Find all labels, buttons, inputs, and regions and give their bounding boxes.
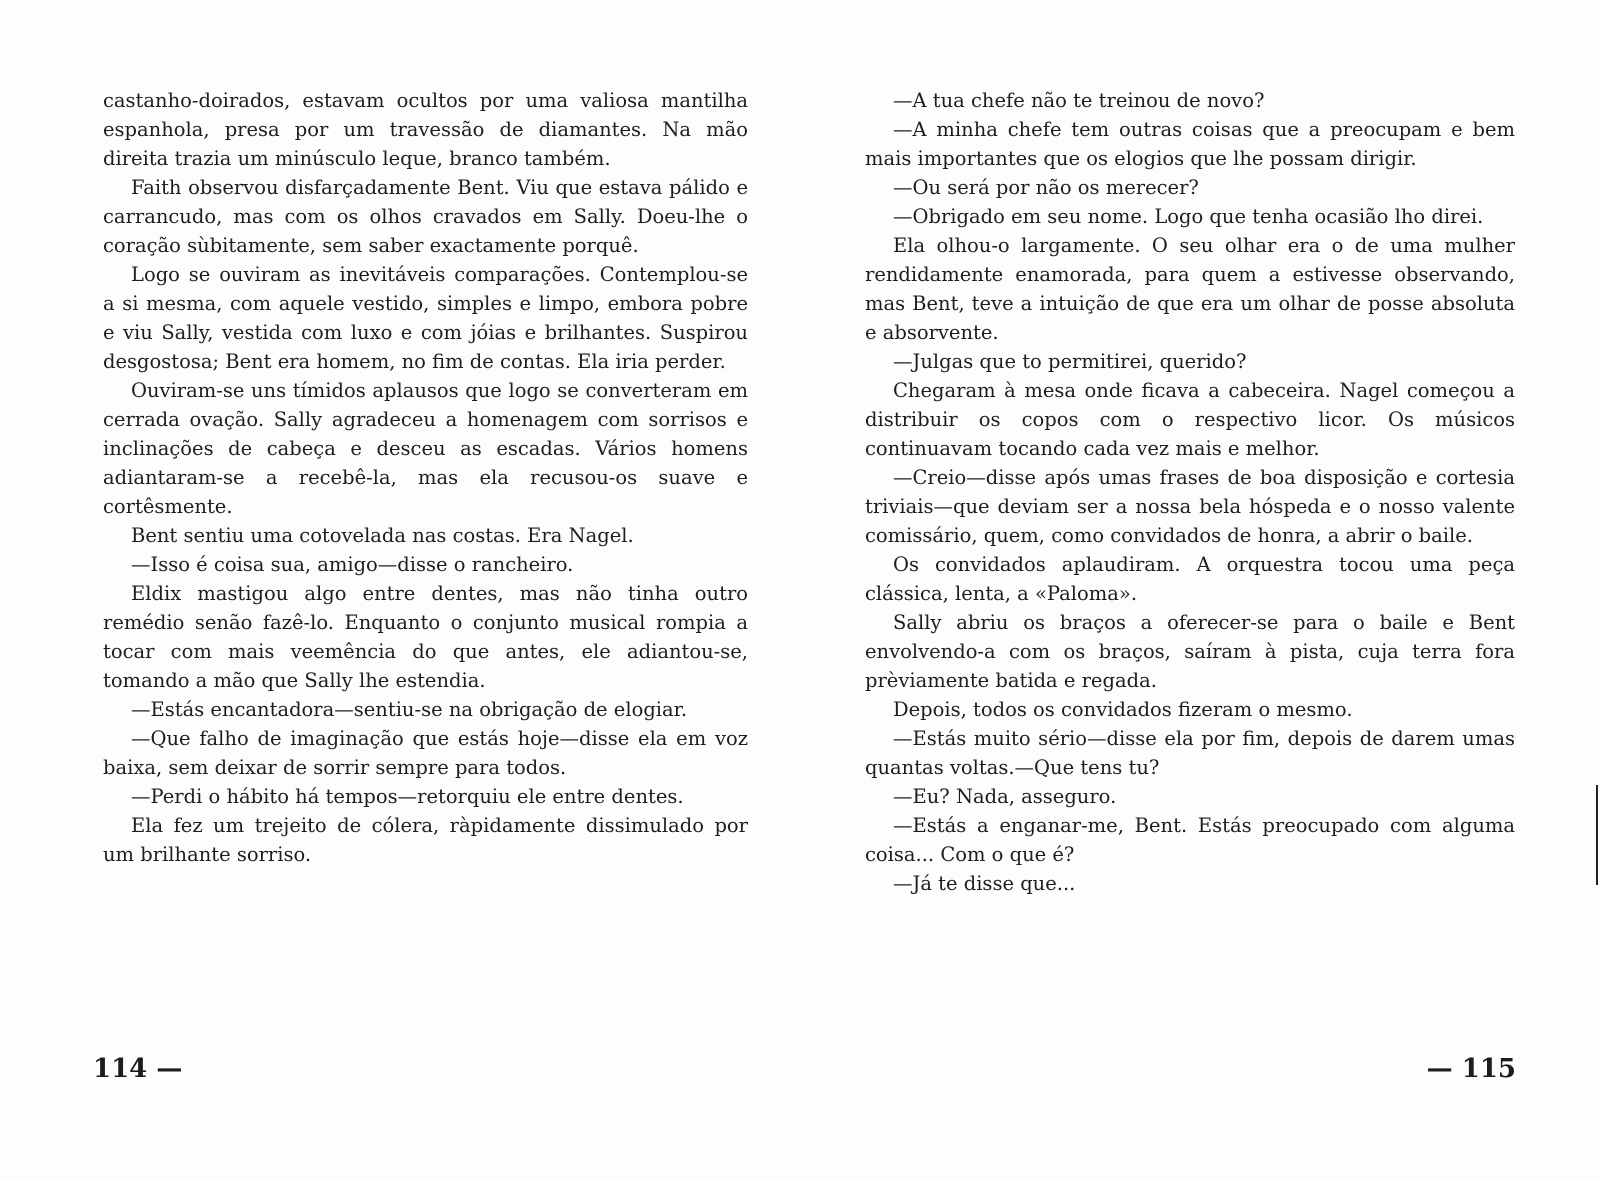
paragraph: Eldix mastigou algo entre dentes, mas não tinha outro remédio senão fazê-lo. Enquanto o conjunto musical rompia a tocar com mais veemência do que antes, ele adiantou-se, tomando a mão que Sally lhe estendia.: [103, 582, 748, 692]
paragraph: —Estás muito sério—disse ela por fim, depois de darem umas quantas voltas.—Que tens tu?: [865, 727, 1515, 779]
paragraph: —Que falho de imaginação que estás hoje—disse ela em voz baixa, sem deixar de sorrir sempre para todos.: [103, 727, 748, 779]
paragraph: Chegaram à mesa onde ficava a cabeceira. Nagel começou a distribuir os copos com o respectivo licor. Os músicos continuavam tocando cada vez mais e melhor.: [865, 379, 1515, 460]
paragraph: castanho-doirados, estavam ocultos por uma valiosa mantilha espanhola, presa por um travessão de diamantes. Na mão direita trazia um minúsculo leque, branco também.: [103, 89, 748, 170]
page-edge-shadow: [1596, 785, 1598, 885]
paragraph: Sally abriu os braços a oferecer-se para o baile e Bent envolvendo-a com os braços, saíram à pista, cuja terra fora prèviamente batida e regada.: [865, 611, 1515, 692]
paragraph: Ela fez um trejeito de cólera, ràpidamente dissimulado por um brilhante sorriso.: [103, 814, 748, 866]
paragraph: —A tua chefe não te treinou de novo?: [893, 89, 1265, 112]
paragraph: —Estás encantadora—sentiu-se na obrigação de elogiar.: [131, 698, 688, 721]
paragraph: —Ou será por não os merecer?: [893, 176, 1199, 199]
paragraph: —Estás a enganar-me, Bent. Estás preocupado com alguma coisa... Com o que é?: [865, 814, 1515, 866]
paragraph: —Eu? Nada, asseguro.: [893, 785, 1117, 808]
paragraph: Logo se ouviram as inevitáveis comparações. Contemplou-se a si mesma, com aquele vestido, simples e limpo, embora pobre e viu Sally, vestida com luxo e com jóias e brilhantes. Suspirou desgostosa; Bent era homem, no fim de contas. Ela iria perder.: [103, 263, 748, 373]
paragraph: Depois, todos os convidados fizeram o mesmo.: [893, 698, 1353, 721]
paragraph: —Obrigado em seu nome. Logo que tenha ocasião lho direi.: [893, 205, 1484, 228]
paragraph: Faith observou disfarçadamente Bent. Viu que estava pálido e carrancudo, mas com os olhos cravados em Sally. Doeu-lhe o coração sùbitamente, sem saber exactamente porquê.: [103, 176, 748, 257]
paragraph: —Já te disse que...: [893, 872, 1076, 895]
paragraph: Ela olhou-o largamente. O seu olhar era o de uma mulher rendidamente enamorada, para quem a estivesse observando, mas Bent, teve a intuição de que era um olhar de posse absoluta e absorvente.: [865, 234, 1515, 344]
paragraph: —Creio—disse após umas frases de boa disposição e cortesia triviais—que deviam ser a nossa bela hóspeda e o nosso valente comissário, quem, como convidados de honra, a abrir o baile.: [865, 466, 1515, 547]
paragraph: —Isso é coisa sua, amigo—disse o rancheiro.: [131, 553, 574, 576]
paragraph: Ouviram-se uns tímidos aplausos que logo se converteram em cerrada ovação. Sally agradeceu a homenagem com sorrisos e inclinações de cabeça e desceu as escadas. Vários homens adiantaram-se a recebê-la, mas ela recusou-os suave e cortêsmente.: [103, 379, 748, 518]
page-number-left: 114 —: [93, 1054, 183, 1084]
paragraph: —A minha chefe tem outras coisas que a preocupam e bem mais importantes que os elogios que lhe possam dirigir.: [865, 118, 1515, 170]
left-page-text: [103, 86, 748, 869]
page-number-right: — 115: [1426, 1054, 1516, 1084]
paragraph: Bent sentiu uma cotovelada nas costas. Era Nagel.: [131, 524, 634, 547]
paragraph: —Perdi o hábito há tempos—retorquiu ele entre dentes.: [131, 785, 684, 808]
right-page-text: [865, 86, 1515, 898]
paragraph: Os convidados aplaudiram. A orquestra tocou uma peça clássica, lenta, a «Paloma».: [865, 553, 1515, 605]
paragraph: —Julgas que to permitirei, querido?: [893, 350, 1247, 373]
